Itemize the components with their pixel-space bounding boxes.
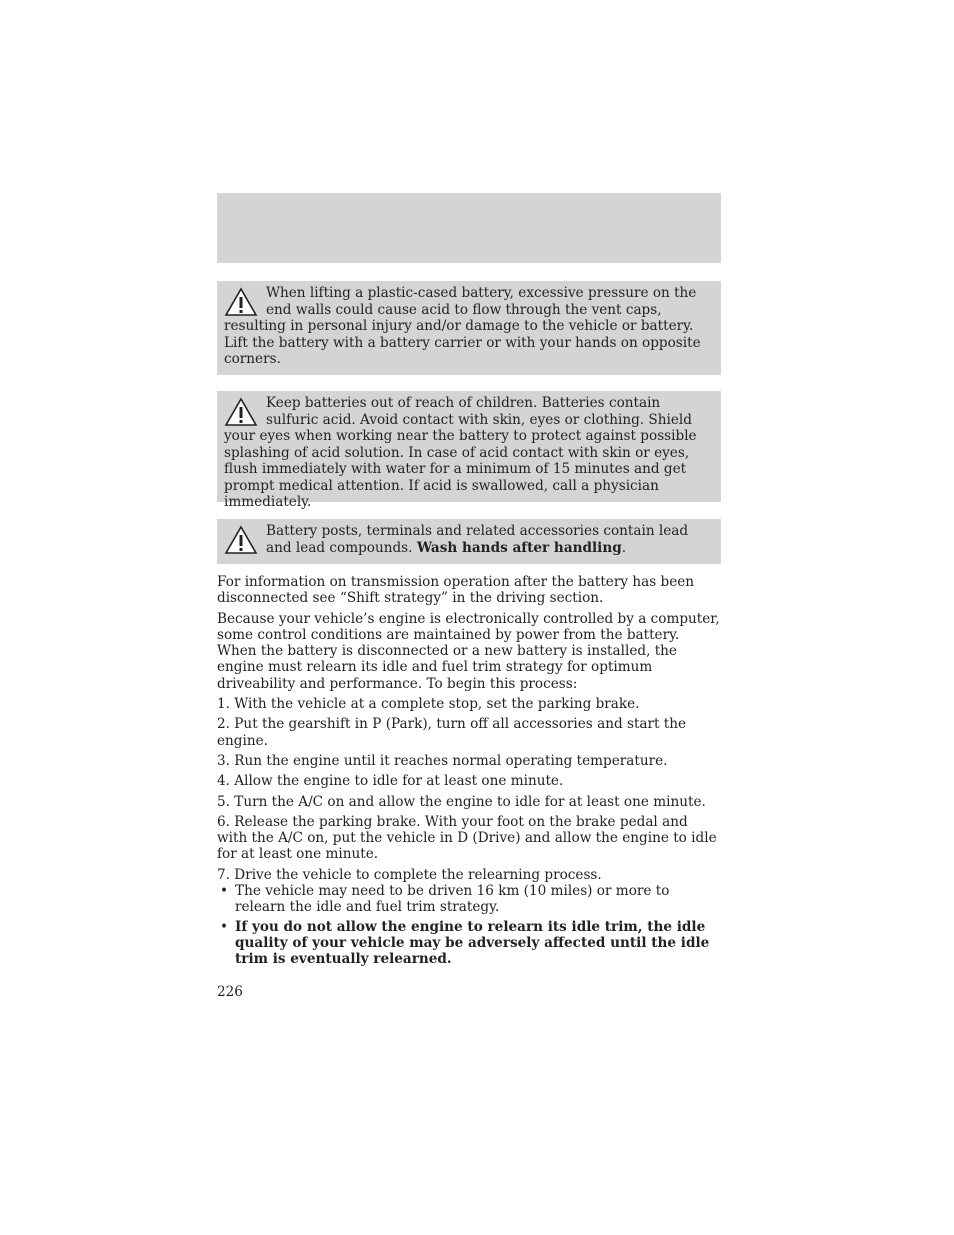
bullet-item-bold: • If you do not allow the engine to relearn its idle trim, the idle quality of your vehicle may be adversely affected until the idle trim is eventually relearned. — [220, 918, 710, 968]
page-content — [217, 193, 721, 1000]
warning-text: Battery posts, terminals and related accessories contain lead and lead compounds. — [266, 523, 689, 556]
bullet-item: • The vehicle may need to be driven 16 km (10 miles) or more to relearn the idle and fuel trim strategy. — [220, 883, 670, 916]
warning-emphasis: Wash hands after handling — [416, 539, 622, 556]
body-text — [217, 574, 721, 968]
warning-box-lifting — [217, 281, 721, 375]
step-item: 2. Put the gearshift in P (Park), turn off all accessories and start the engine. — [217, 716, 687, 749]
warning-triangle-icon — [224, 397, 258, 427]
paragraph: Because your vehicle’s engine is electronically controlled by a computer, some control conditions are maintained by power from the battery. When the battery is disconnected or a new battery is installed, the engine must relearn its idle and fuel trim strategy for optimum driveability and performance. To begin this process: — [217, 610, 720, 692]
step-item: 4. Allow the engine to idle for at least one minute. — [217, 773, 564, 790]
warning-triangle-icon — [224, 525, 258, 555]
page-number: 226 — [217, 983, 243, 1000]
section-header-bar — [217, 193, 721, 263]
step-item: 1. With the vehicle at a complete stop, set the parking brake. — [217, 696, 640, 713]
step-item: 7. Drive the vehicle to complete the relearning process. — [217, 866, 602, 883]
bullet-mark: • — [220, 883, 229, 900]
bullet-mark: • — [220, 918, 229, 935]
warning-text: Keep batteries out of reach of children. Batteries contain sulfuric acid. Avoid contact with skin, eyes or clothing. Shield your eyes when working near the battery to protect against possible splashing of acid solution. In case of acid contact with skin or eyes, flush immediately with water for a minimum of 15 minutes and get prompt medical attention. If acid is swallowed, call a physician immediately. — [224, 395, 697, 510]
step-item: 5. Turn the A/C on and allow the engine to idle for at least one minute. — [217, 793, 706, 810]
warning-triangle-icon — [224, 287, 258, 317]
step-item: 3. Run the engine until it reaches normal operating temperature. — [217, 752, 668, 769]
warning-text: When lifting a plastic-cased battery, excessive pressure on the end walls could cause acid to flow through the vent caps, resulting in personal injury and/or damage to the vehicle or battery. Lift the battery with a battery carrier or with your hands on opposite corners. — [224, 285, 701, 367]
paragraph: For information on transmission operation after the battery has been disconnected see “Shift strategy” in the driving section. — [217, 574, 695, 607]
step-item: 6. Release the parking brake. With your foot on the brake pedal and with the A/C on, put the vehicle in D (Drive) and allow the engine to idle for at least one minute. — [217, 813, 717, 863]
warning-box-lead: Battery posts, terminals and related accessories contain lead and lead compounds. Wash hands after handling. — [217, 519, 721, 564]
warning-box-children — [217, 391, 721, 510]
